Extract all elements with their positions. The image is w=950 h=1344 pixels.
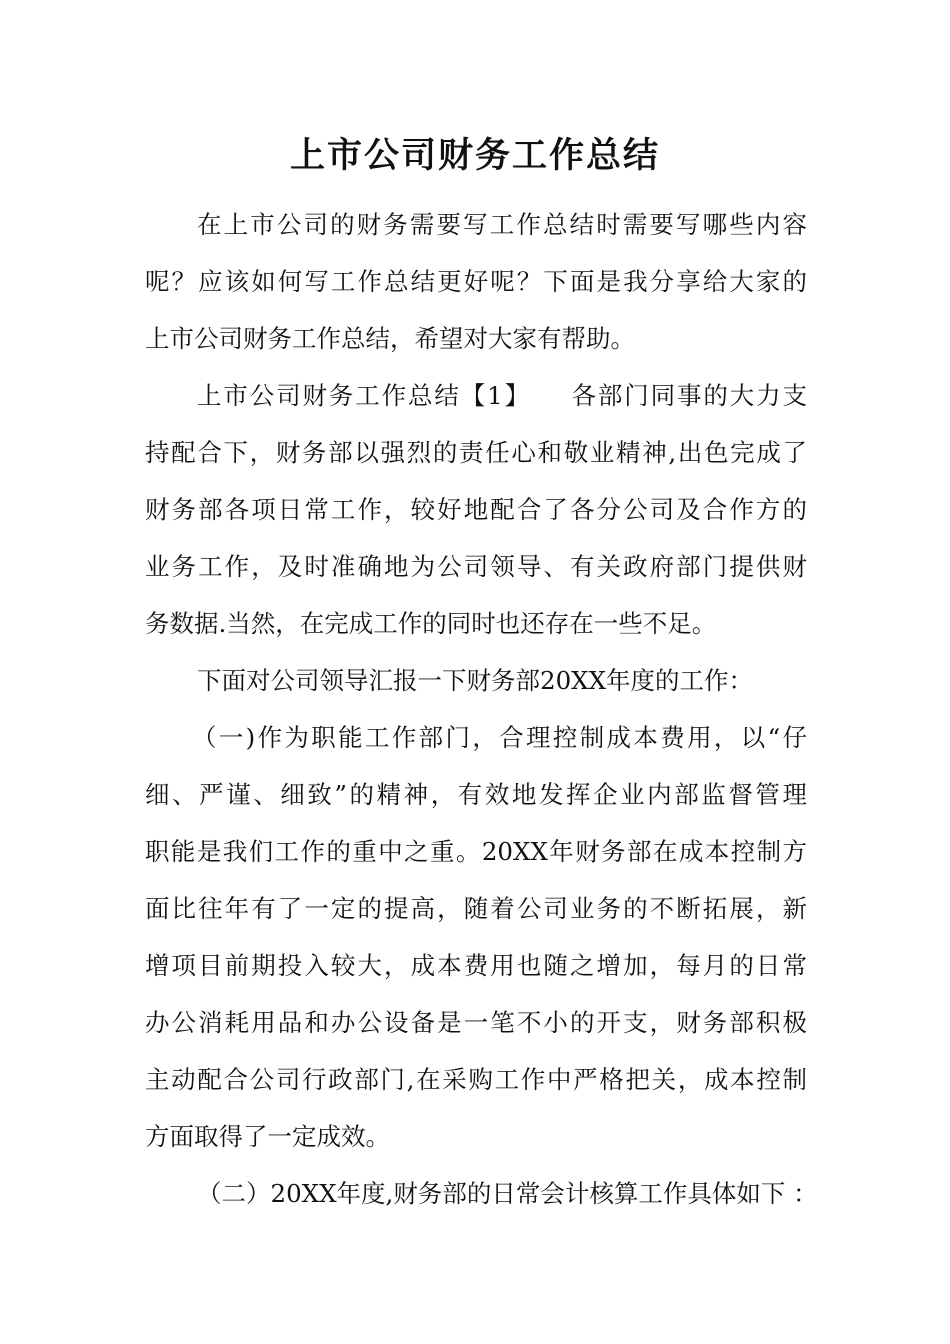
paragraph-line: 持配合下，财务部以强烈的责任心和敬业精神,出色完成了 <box>145 438 807 467</box>
paragraph-line: （二）20XX年度,财务部的日常会计核算工作具体如下 ： <box>197 1179 818 1208</box>
paragraph-line: 面比往年有了一定的提高，随着公司业务的不断拓展，新 <box>145 894 807 923</box>
paragraph-line: 务数据.当然，在完成工作的同时也还存在一些不足。 <box>145 609 717 638</box>
paragraph-line: 财务部各项日常工作，较好地配合了各分公司及合作方的 <box>145 495 807 524</box>
document-title: 上市公司财务工作总结 <box>289 136 660 176</box>
paragraph-line: 业务工作，及时准确地为公司领导、有关政府部门提供财 <box>145 552 807 581</box>
paragraph-line: 职能是我们工作的重中之重。20XX年财务部在成本控制方 <box>145 837 807 866</box>
paragraph-line: 细、严谨、细致”的精神，有效地发挥企业内部监督管理 <box>145 780 807 809</box>
paragraph-line: 上市公司财务工作总结【1】 各部门同事的大力支 <box>197 381 807 410</box>
paragraph-line: 在上市公司的财务需要写工作总结时需要写哪些内容 <box>197 210 807 239</box>
paragraph-line: （一)作为职能工作部门，合理控制成本费用，以“仔 <box>192 723 807 752</box>
paragraph-line: 增项目前期投入较大，成本费用也随之增加，每月的日常 <box>145 951 807 980</box>
paragraph-line: 方面取得了一定成效。 <box>145 1122 390 1151</box>
paragraph-line: 上市公司财务工作总结，希望对大家有帮助。 <box>145 324 635 353</box>
paragraph-line: 下面对公司领导汇报一下财务部20XX年度的工作： <box>197 666 754 695</box>
paragraph-line: 主动配合公司行政部门,在采购工作中严格把关，成本控制 <box>145 1065 807 1094</box>
paragraph-line: 办公消耗用品和办公设备是一笔不小的开支，财务部积极 <box>145 1008 807 1037</box>
paragraph-line: 呢？应该如何写工作总结更好呢？下面是我分享给大家的 <box>145 267 807 296</box>
